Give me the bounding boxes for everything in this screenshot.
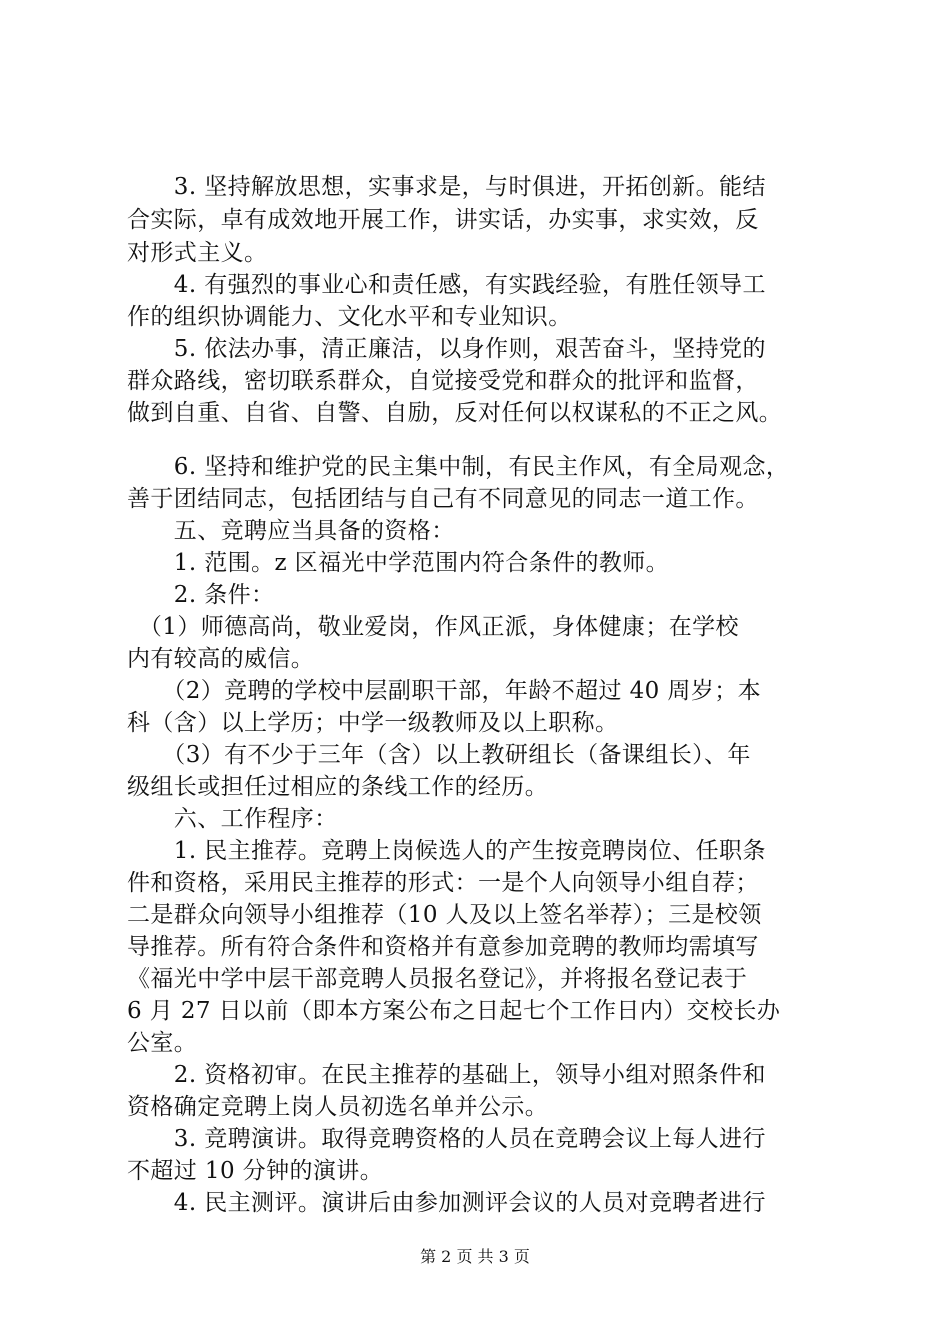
text-line: （3）有不少于三年（含）以上教研组长（备课组长）、年 (127, 742, 751, 768)
page-number: 第 2 页 (420, 1247, 473, 1266)
section-heading: 六、工作程序： (127, 806, 338, 832)
text-line: 善于团结同志，包括团结与自己有不同意见的同志一道工作。 (127, 486, 759, 512)
text-line: 内有较高的威信。 (127, 646, 315, 672)
text-line: 件和资格，采用民主推荐的形式：一是个人向领导小组自荐； (127, 870, 759, 896)
text-line: 5. 依法办事，清正廉洁，以身作则，艰苦奋斗，坚持党的 (127, 336, 766, 362)
text-line: 1. 范围。z 区福光中学范围内符合条件的教师。 (127, 550, 670, 576)
text-line: 资格确定竞聘上岗人员初选名单并公示。 (127, 1094, 549, 1120)
text-line: 群众路线，密切联系群众，自觉接受党和群众的批评和监督， (127, 368, 759, 394)
text-line: 3. 坚持解放思想，实事求是，与时俱进，开拓创新。能结 (127, 174, 766, 200)
text-line: 合实际，卓有成效地开展工作，讲实话，办实事，求实效，反 (127, 207, 759, 233)
text-line: 作的组织协调能力、文化水平和专业知识。 (127, 304, 572, 330)
text-line: 4. 民主测评。演讲后由参加测评会议的人员对竞聘者进行 (127, 1190, 766, 1216)
text-line: （2）竞聘的学校中层副职干部，年龄不超过 40 周岁；本 (127, 678, 762, 704)
section-heading: 五、竞聘应当具备的资格： (127, 518, 455, 544)
text-line: 6. 坚持和维护党的民主集中制，有民主作风，有全局观念， (127, 454, 790, 480)
page-footer (0, 1247, 950, 1267)
text-line: （1）师德高尚，敬业爱岗，作风正派，身体健康；在学校 (127, 614, 739, 640)
text-line: 6 月 27 日以前（即本方案公布之日起七个工作日内）交校长办 (127, 998, 781, 1024)
text-line: 科（含）以上学历；中学一级教师及以上职称。 (127, 710, 619, 736)
page-total: 共 3 页 (477, 1247, 530, 1266)
text-line: 3. 竞聘演讲。取得竞聘资格的人员在竞聘会议上每人进行 (127, 1126, 766, 1152)
text-line: 4. 有强烈的事业心和责任感，有实践经验，有胜任领导工 (127, 272, 766, 298)
text-line: 《福光中学中层干部竞聘人员报名登记》，并将报名登记表于 (127, 966, 748, 992)
text-line: 级组长或担任过相应的条线工作的经历。 (127, 774, 549, 800)
text-line: 对形式主义。 (127, 240, 268, 266)
text-line: 2. 条件： (127, 582, 275, 608)
text-line: 不超过 10 分钟的演讲。 (127, 1158, 384, 1184)
text-line: 做到自重、自省、自警、自励，反对任何以权谋私的不正之风。 (127, 400, 783, 426)
text-line: 公室。 (127, 1030, 198, 1056)
text-line: 导推荐。所有符合条件和资格并有意参加竞聘的教师均需填写 (127, 934, 759, 960)
text-line: 1. 民主推荐。竞聘上岗候选人的产生按竞聘岗位、任职条 (127, 838, 766, 864)
text-line: 二是群众向领导小组推荐（10 人及以上签名举荐）；三是校领 (127, 902, 762, 928)
text-line: 2. 资格初审。在民主推荐的基础上，领导小组对照条件和 (127, 1062, 766, 1088)
